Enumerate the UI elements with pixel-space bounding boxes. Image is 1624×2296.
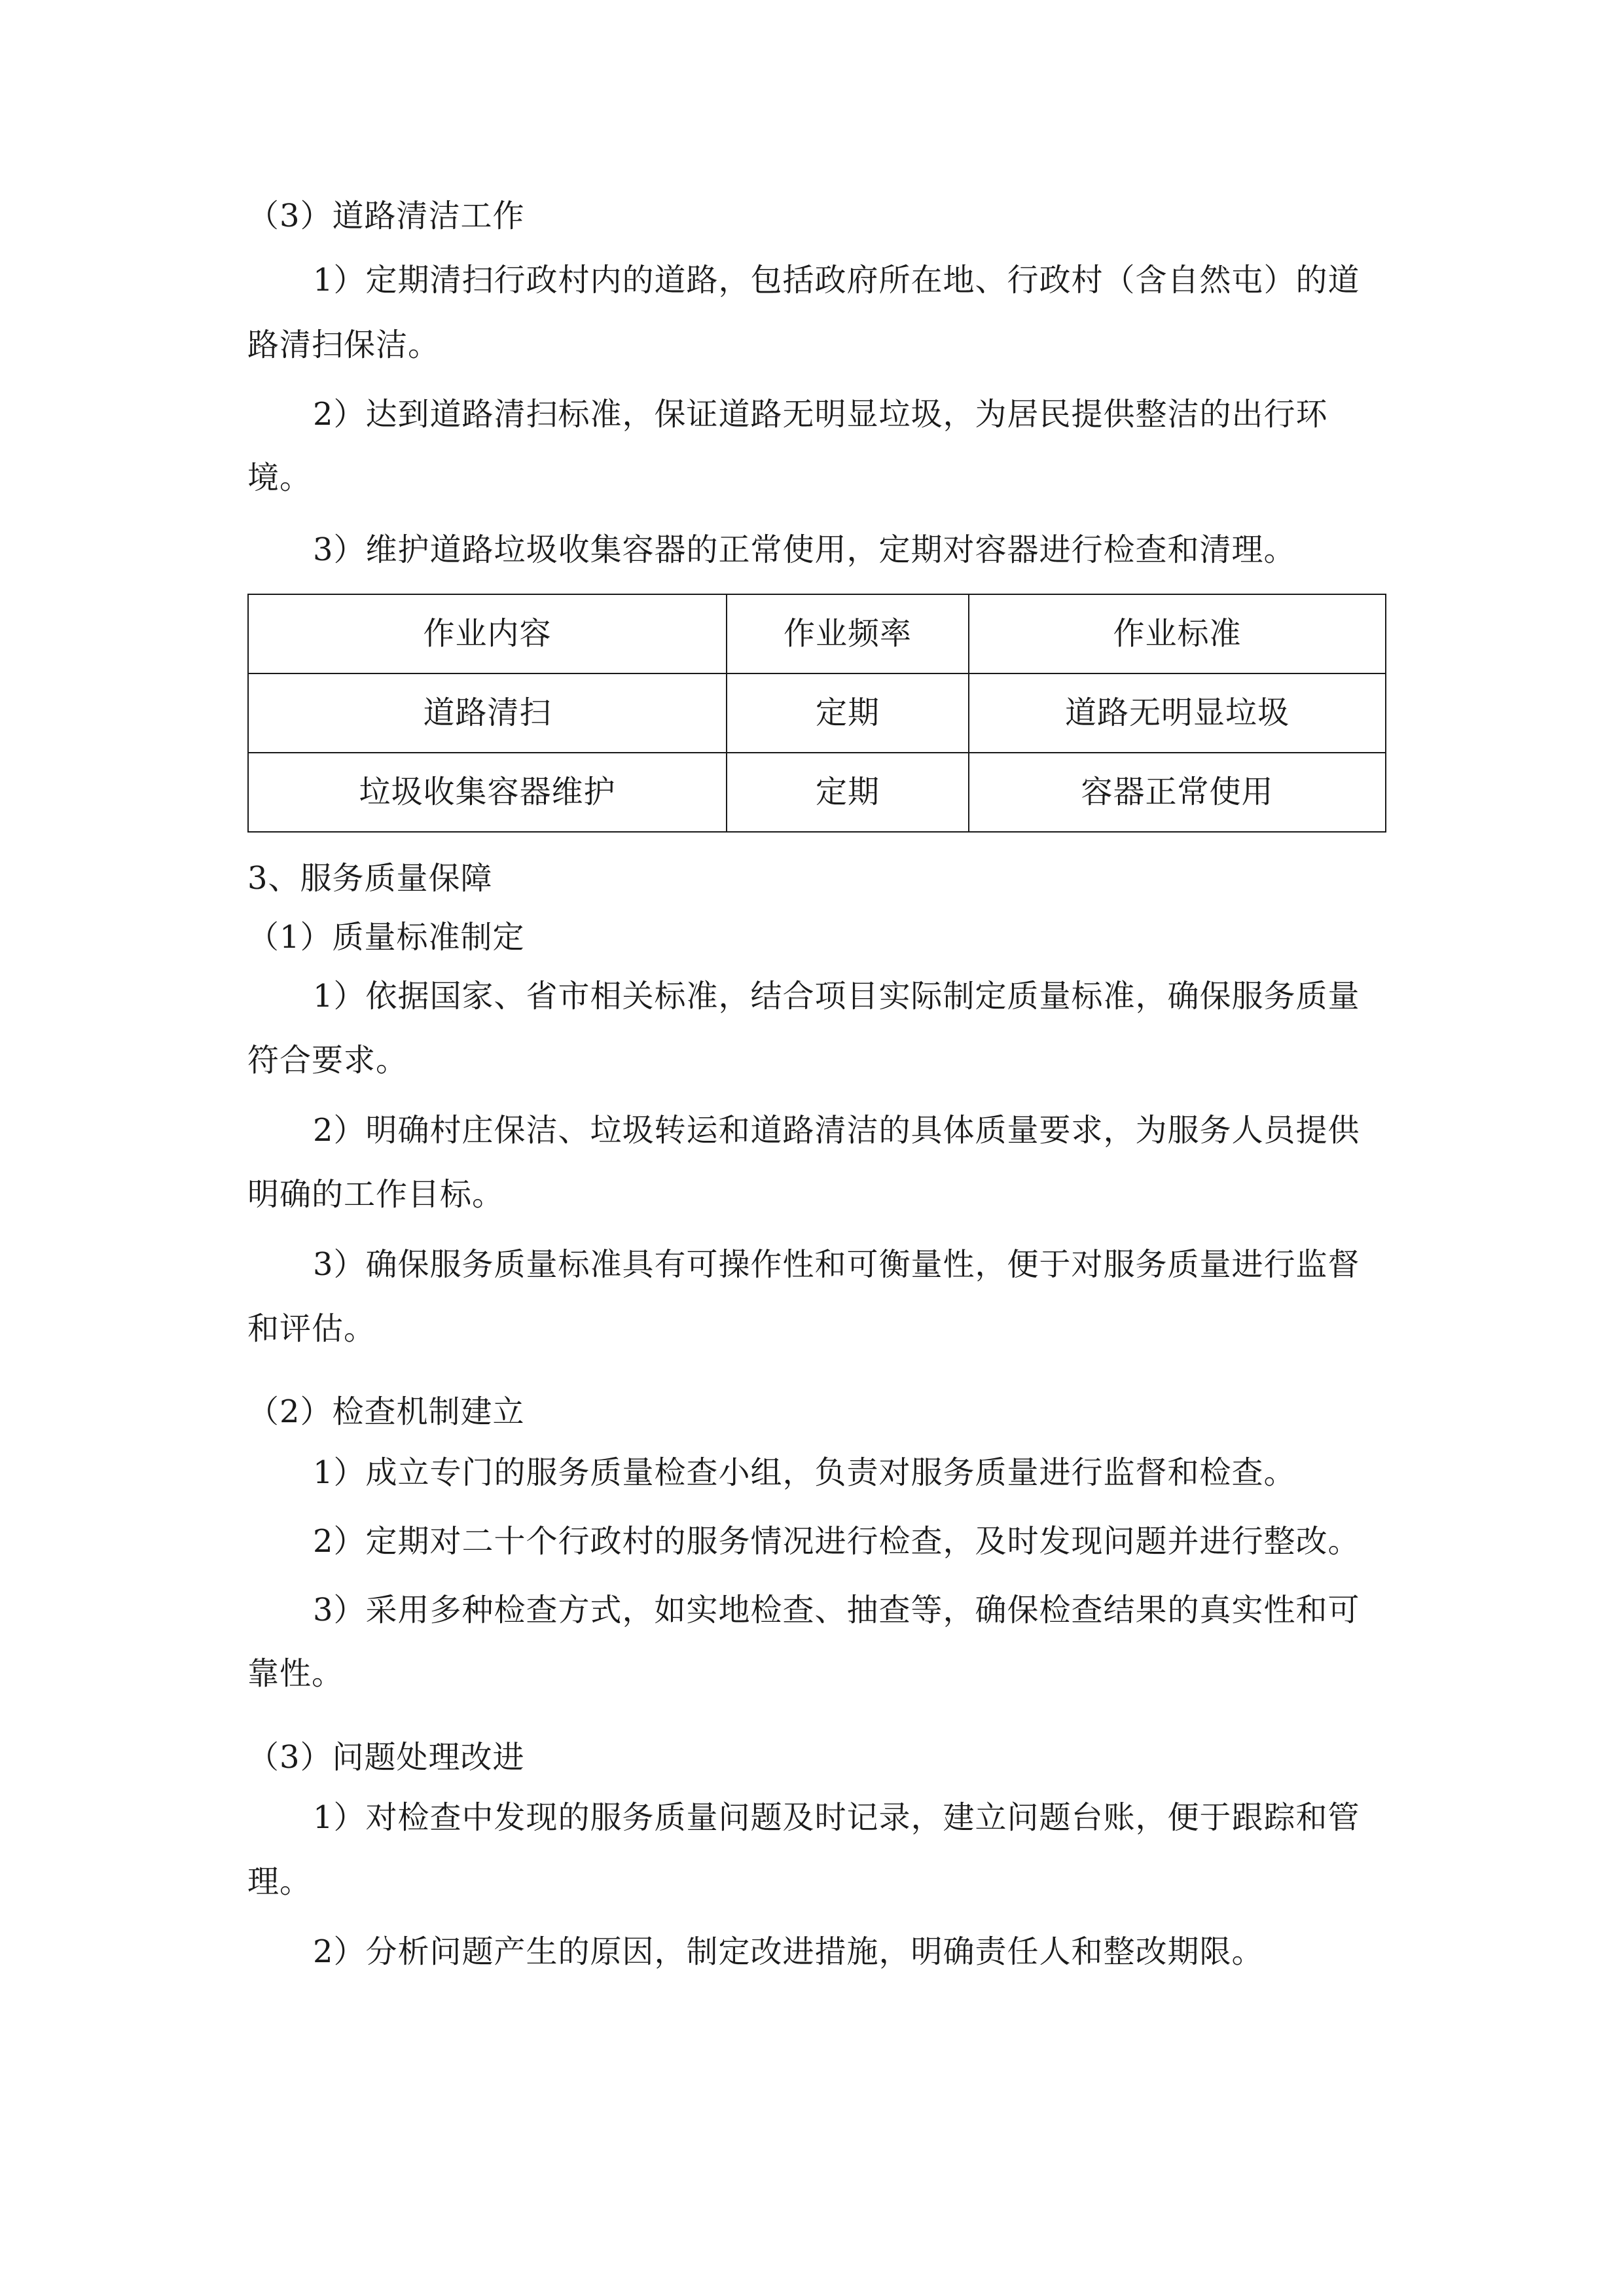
section-heading-road-cleaning: （3）道路清洁工作 (247, 198, 525, 234)
table-header-cell: 作业内容 (248, 594, 727, 673)
subheading-inspection: （2）检查机制建立 (247, 1393, 525, 1430)
work-table (247, 594, 1386, 833)
subheading-standards: （1）质量标准制定 (247, 919, 525, 956)
paragraph-inspection-1: 1）成立专门的服务质量检查小组，负责对服务质量进行监督和检查。 (313, 1454, 1296, 1491)
paragraph-standards-1-line2: 符合要求。 (247, 1042, 408, 1079)
paragraph-standards-3-line2: 和评估。 (247, 1310, 376, 1347)
paragraph-inspection-2: 2）定期对二十个行政村的服务情况进行检查，及时发现问题并进行整改。 (313, 1523, 1360, 1560)
paragraph-improvement-1-line2: 理。 (247, 1863, 312, 1900)
table-header-cell: 作业频率 (727, 594, 969, 673)
paragraph-standards-3-line1: 3）确保服务质量标准具有可操作性和可衡量性，便于对服务质量进行监督 (313, 1246, 1360, 1283)
table-header-row (248, 594, 1386, 673)
paragraph-improvement-1-line1: 1）对检查中发现的服务质量问题及时记录，建立问题台账，便于跟踪和管 (313, 1799, 1360, 1836)
table-cell: 垃圾收集容器维护 (248, 753, 727, 832)
table-cell: 道路清扫 (248, 673, 727, 753)
paragraph-standards-2-line1: 2）明确村庄保洁、垃圾转运和道路清洁的具体质量要求，为服务人员提供 (313, 1112, 1360, 1149)
table-cell: 定期 (727, 753, 969, 832)
table-cell: 容器正常使用 (969, 753, 1386, 832)
table-row (248, 753, 1386, 832)
paragraph-road-2-line2: 境。 (247, 459, 312, 496)
paragraph-standards-2-line2: 明确的工作目标。 (247, 1176, 505, 1213)
subheading-improvement: （3）问题处理改进 (247, 1739, 525, 1776)
paragraph-standards-1-line1: 1）依据国家、省市相关标准，结合项目实际制定质量标准，确保服务质量 (313, 978, 1360, 1014)
paragraph-road-2-line1: 2）达到道路清扫标准，保证道路无明显垃圾，为居民提供整洁的出行环 (313, 396, 1328, 433)
paragraph-inspection-3-line1: 3）采用多种检查方式，如实地检查、抽查等，确保检查结果的真实性和可 (313, 1592, 1360, 1628)
paragraph-road-3: 3）维护道路垃圾收集容器的正常使用，定期对容器进行检查和清理。 (313, 531, 1296, 568)
paragraph-inspection-3-line2: 靠性。 (247, 1655, 344, 1692)
paragraph-improvement-2: 2）分析问题产生的原因，制定改进措施，明确责任人和整改期限。 (313, 1933, 1264, 1970)
paragraph-road-1-line1: 1）定期清扫行政村内的道路，包括政府所在地、行政村（含自然屯）的道 (313, 262, 1360, 298)
section-heading-quality: 3、服务质量保障 (247, 860, 493, 897)
table-header-cell: 作业标准 (969, 594, 1386, 673)
paragraph-road-1-line2: 路清扫保洁。 (247, 327, 441, 363)
table-cell: 道路无明显垃圾 (969, 673, 1386, 753)
table-row (248, 673, 1386, 753)
table-cell: 定期 (727, 673, 969, 753)
